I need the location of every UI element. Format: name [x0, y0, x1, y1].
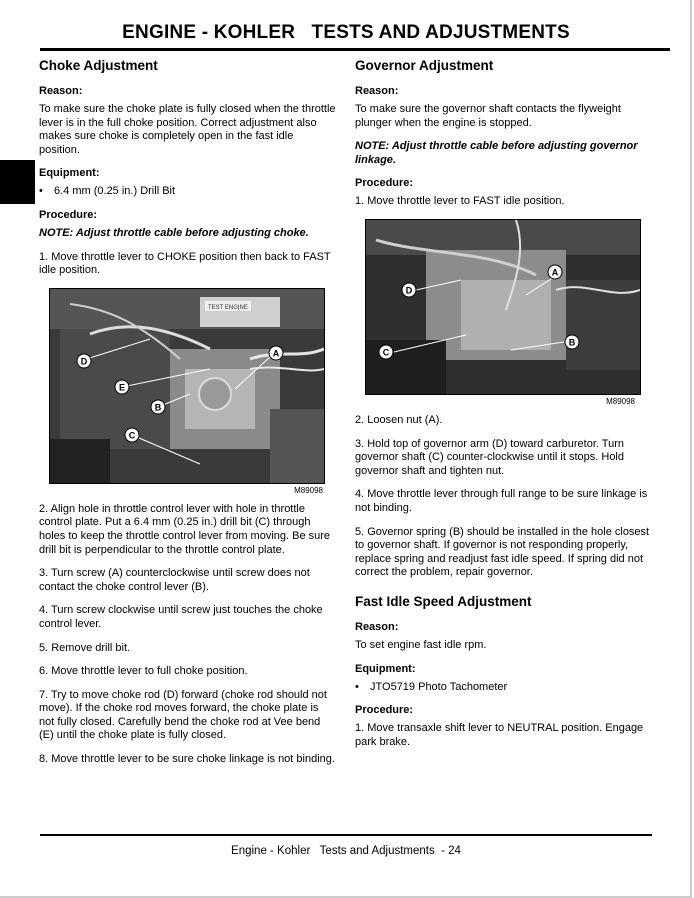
choke-reason-text: To make sure the choke plate is fully closed when the throttle lever is in the full choke position. Correct adjustment also makes sure choke is completely open in the fast idle position.	[39, 103, 336, 156]
choke-equipment-item-text: 6.4 mm (0.25 in.) Drill Bit	[54, 185, 176, 198]
governor-adjustment-heading: Governor Adjustment	[355, 58, 494, 73]
choke-step-4: 4. Turn screw clockwise until screw just touches the choke control lever.	[39, 604, 323, 630]
fast-idle-reason-text: To set engine fast idle rpm.	[355, 638, 487, 651]
section-tab-marker	[0, 160, 35, 204]
svg-text:D: D	[405, 285, 413, 296]
governor-figure-photo	[365, 219, 641, 395]
svg-text:B: B	[568, 337, 576, 348]
fast-idle-equipment-item-text: JTO5719 Photo Tachometer	[370, 680, 508, 693]
choke-step-5: 5. Remove drill bit.	[39, 641, 131, 654]
callout-a	[548, 265, 562, 279]
svg-text:D: D	[80, 356, 88, 367]
svg-text:C: C	[128, 430, 136, 441]
choke-step-6: 6. Move throttle lever to full choke position.	[39, 665, 248, 678]
governor-reason-text: To make sure the governor shaft contacts the flyweight plunger when the engine is stopped.	[355, 103, 621, 129]
fast-idle-equipment-label: Equipment:	[355, 662, 416, 675]
choke-step-2: 2. Align hole in throttle control lever with hole in throttle control plate. Put a 6.4 mm (0.25 in.) drill bit (C) through holes to keep the throttle control lever from moving. Be sure drill bit is perpendicular to the throttle control plate.	[39, 502, 331, 556]
fast-idle-reason-label: Reason:	[355, 620, 399, 633]
callout-c	[379, 345, 393, 359]
choke-figure-photo	[49, 288, 325, 484]
governor-note: NOTE: Adjust throttle cable before adjusting governor linkage.	[355, 140, 638, 166]
svg-text:B: B	[154, 402, 162, 413]
choke-figure-illustration	[50, 289, 324, 483]
governor-reason-label: Reason:	[355, 85, 399, 97]
governor-figure-illustration	[366, 220, 640, 394]
header-divider	[40, 48, 670, 51]
choke-reason-label: Reason:	[39, 85, 83, 97]
right-column	[355, 56, 655, 759]
callout-b	[151, 400, 165, 414]
choke-equipment-item	[39, 185, 336, 199]
governor-figure-code: M89098	[606, 396, 635, 406]
governor-step-5: 5. Governor spring (B) should be installed in the hole closest to governor shaft. If governor is not responding properly, replace spring and readjust fast idle speed. If spring did not correct the problem, repair governor.	[355, 525, 650, 579]
choke-figure-code: M89098	[294, 485, 323, 495]
fast-idle-equipment-item	[355, 681, 655, 695]
callout-d	[77, 354, 91, 368]
choke-procedure-label: Procedure:	[39, 208, 98, 221]
fast-idle-step-1: 1. Move transaxle shift lever to NEUTRAL position. Engage park brake.	[355, 722, 644, 748]
fast-idle-heading: Fast Idle Speed Adjustment	[355, 593, 532, 609]
fast-idle-procedure-label: Procedure:	[355, 704, 414, 717]
choke-note: NOTE: Adjust throttle cable before adjusting choke.	[39, 226, 309, 239]
choke-step-1: 1. Move throttle lever to CHOKE position then back to FAST idle position.	[39, 250, 331, 277]
governor-step-1: 1. Move throttle lever to FAST idle position.	[355, 195, 565, 208]
choke-step-3: 3. Turn screw (A) counterclockwise until screw does not contact the choke control lever (B).	[39, 567, 310, 593]
svg-text:C: C	[382, 347, 390, 358]
svg-text:A: A	[551, 267, 559, 278]
callout-c	[125, 428, 139, 442]
page-footer: Engine - Kohler Tests and Adjustments - 24	[231, 845, 461, 857]
governor-step-3: 3. Hold top of governor arm (D) toward carburetor. Turn governor shaft (C) counter-clockwise until it stops. Hold governor shaft and tighten nut.	[355, 437, 625, 477]
choke-equipment-label: Equipment:	[39, 167, 100, 180]
callout-b	[565, 335, 579, 349]
page-title: ENGINE - KOHLER TESTS AND ADJUSTMENTS	[122, 22, 570, 43]
choke-step-8: 8. Move throttle lever to be sure choke linkage is not binding.	[39, 753, 335, 766]
callout-a	[269, 346, 283, 360]
governor-step-2: 2. Loosen nut (A).	[355, 413, 443, 426]
callout-e	[115, 380, 129, 394]
governor-procedure-label: Procedure:	[355, 177, 414, 190]
choke-adjustment-heading: Choke Adjustment	[39, 58, 158, 73]
callout-d	[402, 283, 416, 297]
left-column	[39, 56, 336, 777]
svg-text:A: A	[272, 348, 280, 359]
choke-step-7: 7. Try to move choke rod (D) forward (choke rod should not move). If the choke rod moves forward, the choke plate is not fully closed. Carefully bend the choke rod at Vee bend (E) until the choke plate is fully closed.	[39, 688, 327, 742]
governor-step-4: 4. Move throttle lever through full range to be sure linkage is not binding.	[355, 488, 648, 514]
bullet-icon: •	[39, 185, 43, 198]
bullet-icon: •	[355, 680, 359, 693]
figure-plate-label: TEST ENGINE	[208, 304, 248, 311]
footer-divider	[40, 834, 652, 836]
svg-text:E: E	[118, 382, 126, 393]
